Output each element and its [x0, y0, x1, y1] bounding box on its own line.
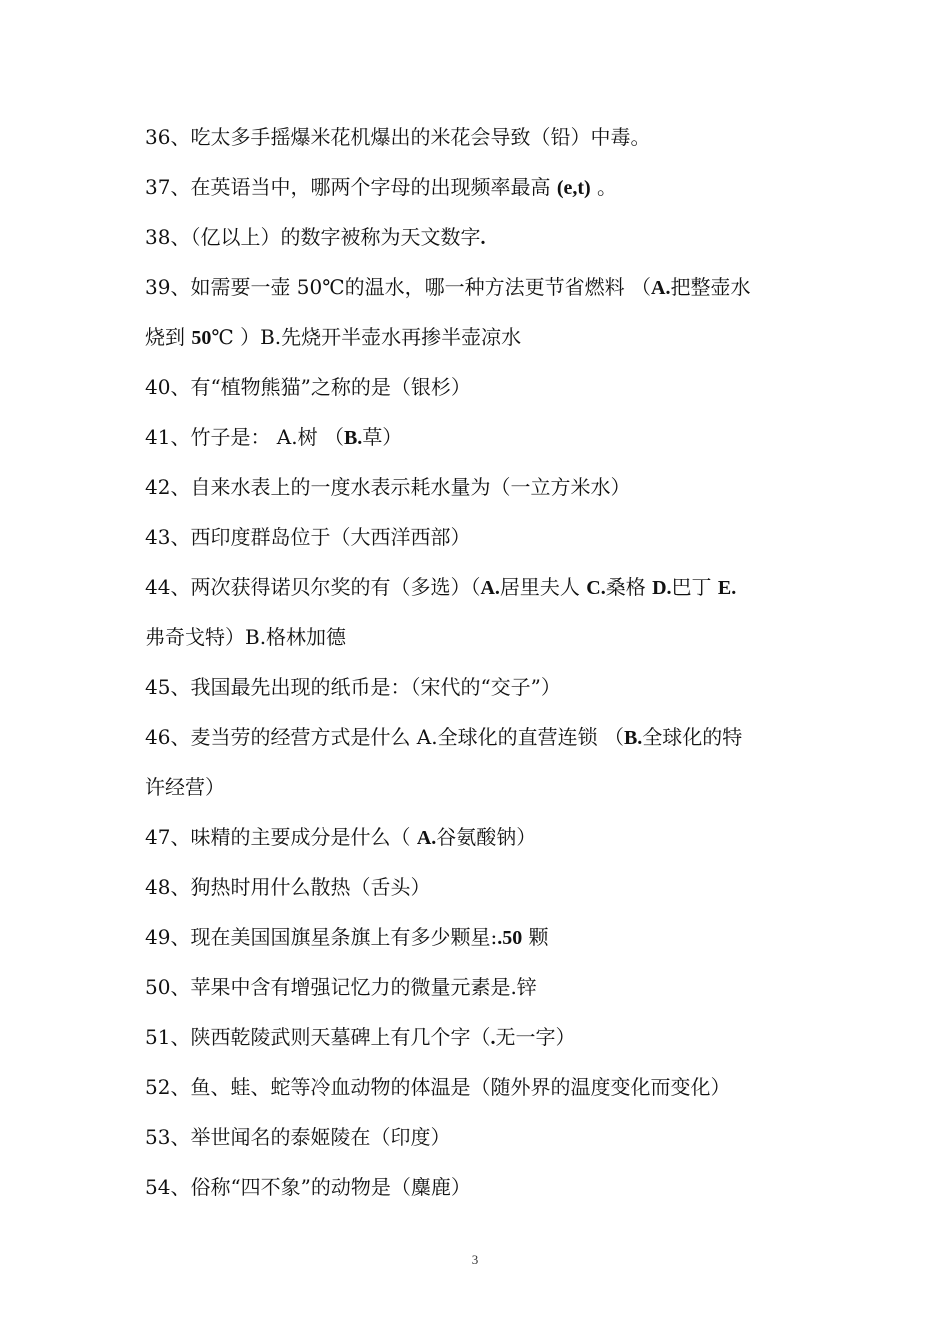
text-line: [145, 512, 810, 562]
text-segment: 49、现在美国国旗星条旗上有多少颗星:: [145, 925, 498, 949]
text-segment: 41、竹子是： A.树 （: [145, 425, 344, 449]
text-line: [145, 912, 810, 962]
text-line: [145, 1062, 810, 1112]
text-segment: 39、如需要一壶 50℃的温水，哪一种方法更节省燃料 （: [145, 275, 651, 299]
bold-text-segment: A.: [416, 827, 437, 849]
text-line: [145, 262, 810, 312]
text-segment: 48、狗热时用什么散热（舌头）: [145, 875, 431, 899]
text-line: [145, 612, 810, 662]
text-segment: 居里夫人: [499, 575, 587, 599]
text-segment: 47、味精的主要成分是什么（: [145, 825, 417, 849]
bold-text-segment: .: [490, 1027, 496, 1049]
text-line: [145, 462, 810, 512]
text-segment: 45、我国最先出现的纸币是：（宋代的“交子”）: [145, 675, 561, 699]
bold-text-segment: .50: [497, 927, 523, 949]
text-line: [145, 362, 810, 412]
text-segment: ℃ ）B.先烧开半壶水再掺半壶凉水: [211, 325, 522, 349]
text-line: [145, 1162, 810, 1212]
text-segment: 43、西印度群岛位于（大西洋西部）: [145, 525, 471, 549]
text-segment: 全球化的特: [642, 725, 743, 749]
text-line: [145, 862, 810, 912]
text-line: [145, 962, 810, 1012]
text-segment: 44、两次获得诺贝尔奖的有（多选）（: [145, 575, 481, 599]
text-segment: 50、苹果中含有增强记忆力的微量元素是.锌: [145, 975, 537, 999]
text-segment: 54、俗称“四不象”的动物是（麋鹿）: [145, 1175, 471, 1199]
text-line: [145, 412, 810, 462]
text-line: [145, 112, 810, 162]
text-line: [145, 1012, 810, 1062]
text-segment: 颗: [522, 925, 549, 949]
text-line: [145, 812, 810, 862]
text-segment: 42、自来水表上的一度水表示耗水量为（一立方米水）: [145, 475, 631, 499]
text-line: [145, 762, 810, 812]
text-segment: 弗奇戈特）B.格林加德: [145, 625, 347, 649]
text-segment: 。: [590, 175, 618, 199]
text-segment: 巴丁: [671, 575, 718, 599]
text-line: [145, 662, 810, 712]
text-segment: 52、鱼、蛙、蛇等冷血动物的体温是（随外界的温度变化而变化）: [145, 1075, 731, 1099]
bold-text-segment: A.: [651, 277, 671, 299]
bold-text-segment: C.: [586, 577, 606, 599]
text-line: [145, 162, 810, 212]
page-number: 3: [471, 1252, 479, 1267]
text-segment: 草）: [362, 425, 403, 449]
text-segment: 53、举世闻名的泰姬陵在（印度）: [145, 1125, 451, 1149]
text-line: [145, 712, 810, 762]
question-list: [145, 112, 810, 1212]
text-segment: 37、在英语当中，哪两个字母的出现频率最高: [145, 175, 557, 199]
text-segment: 51、陕西乾陵武则天墓碑上有几个字（: [145, 1025, 491, 1049]
text-line: [145, 212, 810, 262]
text-segment: 把整壶水: [670, 275, 751, 299]
text-line: [145, 1112, 810, 1162]
text-segment: 40、有“植物熊猫”之称的是（银杉）: [145, 375, 471, 399]
text-segment: 46、麦当劳的经营方式是什么 A.全球化的直营连锁 （: [145, 725, 624, 749]
bold-text-segment: D.: [652, 577, 672, 599]
bold-text-segment: A.: [480, 577, 500, 599]
text-segment: 桑格: [605, 575, 653, 599]
bold-text-segment: B.: [623, 727, 643, 749]
text-segment: 36、吃太多手摇爆米花机爆出的米花会导致（铅）中毒。: [145, 125, 651, 149]
text-segment: 许经营）: [145, 775, 225, 799]
text-line: [145, 562, 810, 612]
bold-text-segment: E.: [717, 577, 737, 599]
bold-text-segment: .: [480, 227, 486, 249]
text-segment: 无一字）: [495, 1025, 576, 1049]
text-segment: 38、（亿以上）的数字被称为天文数字: [145, 225, 481, 249]
bold-text-segment: 50: [191, 327, 212, 349]
bold-text-segment: B.: [343, 427, 363, 449]
text-line: [145, 312, 810, 362]
text-segment: 谷氨酸钠）: [436, 825, 537, 849]
text-segment: 烧到: [145, 325, 192, 349]
bold-text-segment: (e,t): [556, 177, 591, 199]
